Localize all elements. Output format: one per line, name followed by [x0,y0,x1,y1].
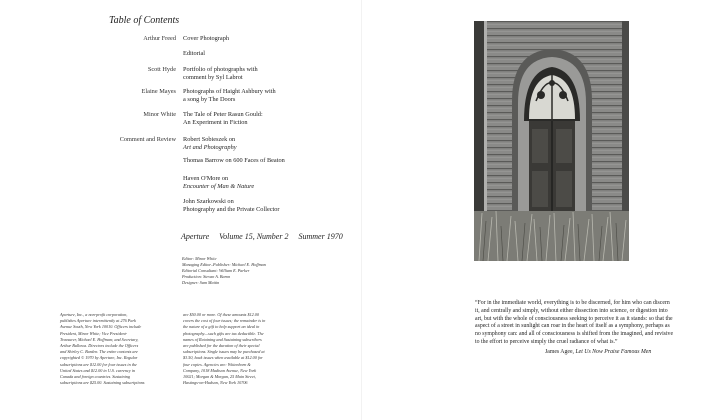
toc-entry-line: Thomas Barrow on 600 Faces of Beaton [183,157,285,164]
publisher-notice-column-2 [183,312,301,386]
notice-line: four copies. Agencies are: Wittenborn & [183,361,251,367]
quote-author: James Agee, [545,349,574,355]
toc-entry-line: Editorial [183,50,206,57]
toc-author: Scott Hyde [147,66,176,73]
toc-entry [183,157,333,165]
notice-line: Avenue South, New York 10010. Officers include [60,324,142,330]
credit-line: Production: Stevan A. Baron [182,274,231,279]
toc-entry-line: comment by Syl Labrot [183,74,243,81]
notice-line: Treasurer, Michael E. Hoffman; and Secretary, [60,336,139,342]
toc-author: Comment and Review [119,136,176,143]
toc-entry-line: Encounter of Man & Nature [183,183,255,190]
notice-line: 10021; Morgan & Morgan, 25 Main Street, [183,374,256,380]
toc-entry-line: Portfolio of photographs with [183,66,258,73]
toc-entry-line: Photographs of Haight Ashbury with [183,88,276,95]
toc-entry [183,111,333,127]
notice-line: names of Retaining and Sustaining subscribers [183,336,262,342]
toc-entry-line: An Experiment in Fiction [183,119,248,126]
staff-credits [182,256,266,286]
cover-photograph [474,21,629,261]
page-gutter [361,0,362,420]
credit-line: Editorial Consultant: William E. Parker [182,268,250,273]
quote-attribution [545,349,651,355]
toc-entry [183,136,333,152]
masthead [181,232,351,241]
notice-line: Canada and foreign countries. Sustaining [60,374,130,380]
notice-line: subscriptions are $25.00. Sustaining subscriptions [60,380,145,386]
credit-line: Editor: Minor White [182,256,217,261]
notice-line: President, Minor White; Vice President- [60,330,128,336]
toc-title: Table of Contents [109,15,180,26]
notice-line: copyrighted © 1970 by Aperture, Inc. Regular [60,355,138,361]
toc-entry-line: The Tale of Peter Rasun Gould: [183,111,263,118]
toc-entry [183,66,333,82]
toc-entry-line: Cover Photograph [183,35,229,42]
credit-line: Designer: Sam Maitin [182,280,220,285]
notice-line: $3.50, back issues when available at $12.00 for [183,355,263,361]
toc-entry-line: Photography and the Private Collector [183,206,280,213]
notice-line: are $50.00 or more. Of these amounts $12.00 [183,312,259,317]
notice-line: covers the cost of four issues; the remainder is in [183,318,266,324]
notice-line: the nature of a gift to help support an ideal in [183,324,260,330]
notice-line: United States and $12.00 in U.S. currency in [60,367,135,373]
toc-entry [183,35,333,43]
epigraph-quote: “For in the immediate world, everything is to be discerned, for him who can discern it, and centrally and simply, without either dissection into science, or digestion into art, but with the whole of consciousness seeking to perceive it as it stands: so that the aspect of a street in sunlight can roar in the heart of itself as a symphony, perhaps as no symphony can: and all of consciousness is shifted from the imagined, and revisive to the effort to perceive simply the cruel radiance of what is.” [475,300,674,345]
notice-line: photography—such gifts are tax deductible. The [183,330,264,336]
quote-source-title: Let Us Now Praise Famous Men [575,349,652,355]
notice-line: Company, 1018 Madison Avenue, New York [183,367,257,373]
publisher-notice-column-1 [60,312,178,386]
notice-line: publishes Aperture intermittently at 276 Park [60,318,136,324]
issue-season: Summer 1970 [298,232,343,241]
toc-entry [183,175,333,191]
notice-line: and Shirley C. Burden. The entire contents are [60,349,138,355]
toc-entry [183,50,333,58]
toc-entry-line: John Szarkowski on [183,198,234,205]
toc-entry-line: a song by The Doors [183,96,236,103]
notice-line: subscriptions are $12.00 for four issues in the [60,361,137,367]
toc-author: Arthur Freed [143,35,176,42]
toc-author: Minor White [143,111,176,118]
notice-line: Hastings-on-Hudson, New York 10706 [183,380,248,386]
notice-line: are published for the duration of their special [183,343,260,349]
toc-author: Elaine Mayes [141,88,176,95]
toc-entry-line: Haven O'More on [183,175,229,182]
volume-number: Volume 15, Number 2 [219,232,289,241]
credit-line: Managing Editor–Publisher: Michael E. Hoffman [182,262,266,267]
notice-line: Arthur Bullowa. Directors include the Officers [60,343,139,349]
notice-line: Aperture, Inc., a non-profit corporation, [60,312,128,317]
toc-entry-line: Art and Photography [183,144,237,151]
notice-line: subscriptions. Single issues may be purchased at [183,349,265,355]
toc-entry [183,88,333,104]
toc-entry-line: Robert Sobieszek on [183,136,236,143]
toc-entry [183,198,333,214]
magazine-name: Aperture [181,232,210,241]
